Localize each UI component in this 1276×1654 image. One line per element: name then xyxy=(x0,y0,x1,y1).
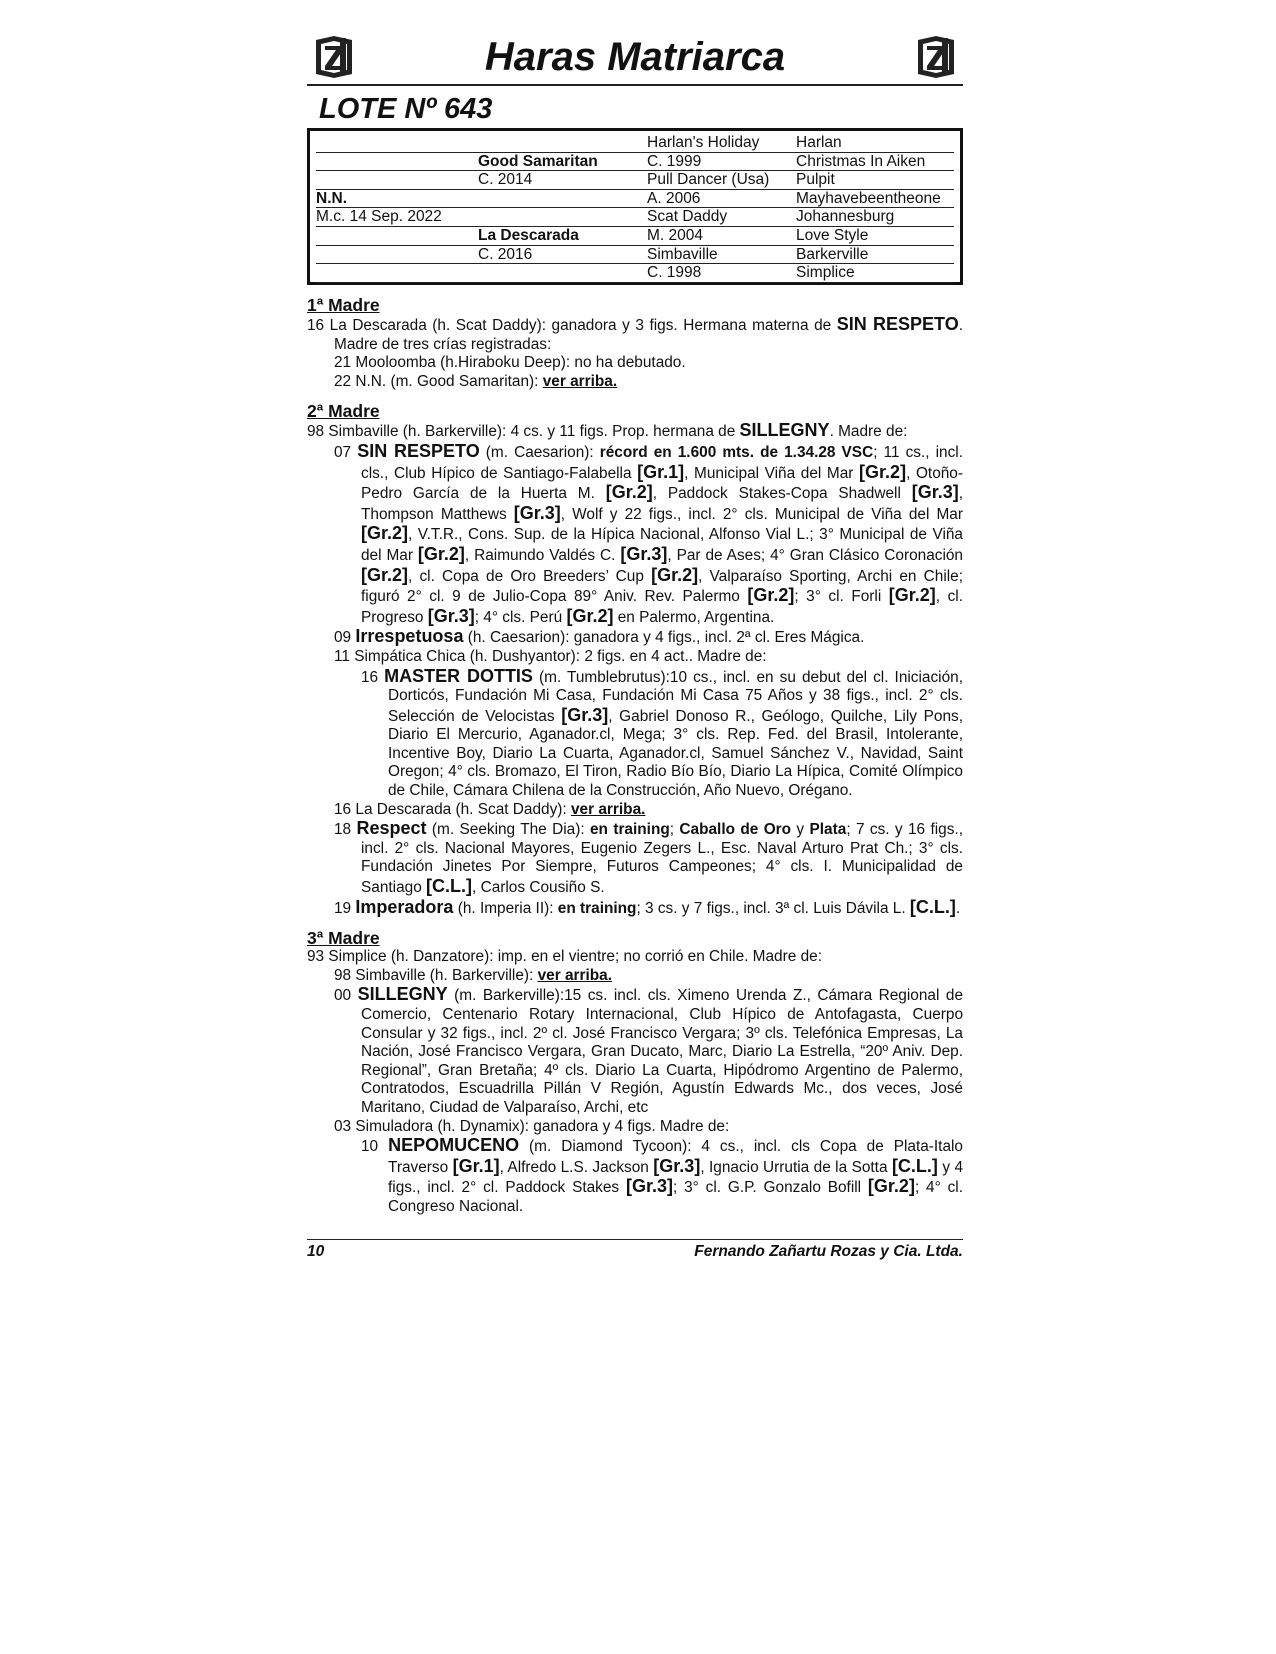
entry-text: 09 xyxy=(334,629,356,647)
entry-text: , Otoño- Pedro García de la Huerta M. xyxy=(361,464,963,503)
pedigree-cell xyxy=(478,264,647,283)
entry-emphasis: [Gr.3] xyxy=(653,1155,701,1176)
pedigree-row xyxy=(316,227,954,246)
entry-emphasis: [Gr.2] xyxy=(417,543,465,564)
entry-text: 03 Simuladora (h. Dynamix): ganadora y 4 figs. Madre de: xyxy=(334,1117,730,1135)
produce-entry xyxy=(307,442,963,627)
entry-text: (m. Seeking The Dia): xyxy=(426,821,590,839)
entry-text: ; 7 cs. y 16 figs., incl. 2° cls. Nacional Mayores, Eugenio Zegers L., Esc. Naval Arturo Prat Ch.; 3° cls. Fundación Jinetes Por Siempre, Futuros Campeones; 4° cls. I. Municipalidad de Santiago xyxy=(361,821,963,897)
entry-text: , Raimundo Valdés C. xyxy=(464,546,621,564)
produce-entry xyxy=(307,985,963,1117)
pedigree-cell xyxy=(478,208,647,227)
produce-entry xyxy=(307,667,963,801)
produce-entry xyxy=(307,354,963,373)
entry-text: , Gabriel Donoso R., Geólogo, Quilche, Lily Pons, Diario El Mercurio, Aganador.cl, Mega; 3° cls. Rep. Fed. del Brasil, Intolerante, Incentive Boy, Diario La Cuarta, Aganador.cl, Samuel Sánchez V., Navidad, Saint Oregon; 4° cls. Bromazo, El Tiron, Radio Bío Bío, Diario La Hípica, Comité Olímpico de Chile, Cámara Chilena de la Construcción, Año Nuevo, Orégano. xyxy=(388,707,963,800)
entry-emphasis: récord en 1.600 mts. de 1.34.28 VSC xyxy=(599,443,874,461)
entry-text: 16 La Descarada (h. Scat Daddy): xyxy=(334,800,571,818)
pedigree-row xyxy=(316,153,954,172)
entry-text: 22 N.N. (m. Good Samaritan): xyxy=(334,372,543,390)
pedigree-cell: Harlan xyxy=(796,134,954,153)
pedigree-cell: Scat Daddy xyxy=(647,208,796,227)
pedigree-cell: Pulpit xyxy=(796,171,954,190)
pedigree-cell: Harlan's Holiday xyxy=(647,134,796,153)
entry-text: , cl. Progreso xyxy=(361,588,963,626)
entry-text: , V.T.R., Cons. Sup. de la Hípica Nacional, Alfonso Vial L.; 3° Municipal de Viña del Mar xyxy=(361,526,963,564)
produce-entry xyxy=(307,819,963,897)
entry-emphasis: [Gr.3] xyxy=(427,605,475,626)
entry-emphasis: NEPOMUCENO xyxy=(388,1135,520,1156)
pedigree-cell xyxy=(316,134,478,153)
entry-emphasis: en training xyxy=(589,821,670,839)
pedigree-cell: Johannesburg xyxy=(796,208,954,227)
entry-emphasis: [C.L.] xyxy=(909,896,956,917)
entry-text: 93 Simplice (h. Danzatore): imp. en el vientre; no corrió en Chile. Madre de: xyxy=(307,948,822,966)
entry-emphasis: SILLEGNY xyxy=(739,420,830,441)
produce-entry xyxy=(307,373,963,392)
entry-text: , Carlos Cousiño S. xyxy=(472,879,605,897)
page xyxy=(307,34,964,1260)
pedigree-cell xyxy=(316,246,478,265)
cross-reference: ver arriba. xyxy=(542,372,618,390)
entry-emphasis: [Gr.3] xyxy=(513,502,561,523)
entry-emphasis: SIN RESPETO xyxy=(357,440,480,461)
entry-text: ; xyxy=(669,821,680,839)
entry-emphasis: [Gr.2] xyxy=(566,605,614,626)
entry-text: , Ignacio Urrutia de la Sotta xyxy=(700,1158,892,1176)
produce-entry xyxy=(307,1118,963,1137)
page-footer xyxy=(307,1239,963,1261)
pedigree-cell: Simbaville xyxy=(647,246,796,265)
produce-entry xyxy=(307,1136,963,1216)
entry-emphasis: Caballo de Oro xyxy=(679,821,792,839)
entry-emphasis: [Gr.3] xyxy=(911,482,959,503)
entry-emphasis: [Gr.1] xyxy=(452,1155,500,1176)
pedigree-cell: C. 2016 xyxy=(478,246,647,265)
entry-text: . Madre de tres crías registradas: xyxy=(334,317,963,353)
produce-entry xyxy=(307,948,963,967)
pedigree-cell xyxy=(316,264,478,283)
cross-reference: ver arriba. xyxy=(570,800,646,818)
dam-section-title: 2ª Madre xyxy=(307,401,380,422)
produce-record xyxy=(307,295,963,1217)
entry-emphasis: Irrespetuosa xyxy=(355,626,464,647)
dam-section-title: 3ª Madre xyxy=(307,928,380,949)
pedigree-cell: Pull Dancer (Usa) xyxy=(647,171,796,190)
entry-text: , Alfredo L.S. Jackson xyxy=(499,1158,654,1176)
pedigree-row xyxy=(316,264,954,283)
page-number: 10 xyxy=(307,1243,325,1260)
entry-text: . xyxy=(955,899,961,917)
entry-emphasis: [Gr.3] xyxy=(561,704,609,725)
entry-text: ; 3° cl. Forli xyxy=(794,588,889,606)
entry-emphasis: Imperadora xyxy=(355,896,454,917)
entry-emphasis: [Gr.1] xyxy=(637,461,685,482)
company-name: Fernando Zañartu Rozas y Cia. Ltda. xyxy=(694,1243,963,1260)
entry-text: ; 4° cl. Congreso Nacional. xyxy=(388,1179,964,1215)
entry-text: 00 xyxy=(334,987,358,1005)
produce-entry xyxy=(307,648,963,667)
pedigree-cell: Simplice xyxy=(796,264,954,283)
pedigree-cell xyxy=(316,171,478,190)
produce-entry xyxy=(307,315,963,354)
entry-text: (m. Tumblebrutus):10 cs., incl. en su debut del cl. Iniciación, Dorticós, Fundación Mi Casa, Fundación Mi Casa 75 Años y 38 figs., incl. 2° cls. Selección de Velocistas xyxy=(388,668,963,725)
entry-emphasis: [Gr.2] xyxy=(651,564,699,585)
entry-emphasis: SILLEGNY xyxy=(357,984,448,1005)
entry-emphasis: Respect xyxy=(356,818,427,839)
entry-emphasis: MASTER DOTTIS xyxy=(384,665,533,686)
pedigree-cell: C. 1998 xyxy=(647,264,796,283)
lot-title: LOTE Nº 643 xyxy=(319,93,493,125)
entry-text: , Thompson Matthews xyxy=(361,485,964,523)
entry-emphasis: [Gr.3] xyxy=(625,1176,673,1197)
produce-entry xyxy=(307,627,963,648)
entry-emphasis: [C.L.] xyxy=(426,876,473,897)
pedigree-cell xyxy=(478,190,647,209)
entry-text: 16 La Descarada (h. Scat Daddy): ganadora y 3 figs. Hermana materna de xyxy=(307,317,837,334)
pedigree-cell: A. 2006 xyxy=(647,190,796,209)
entry-text: 98 Simbaville (h. Barkerville): 4 cs. y 11 figs. Prop. hermana de xyxy=(307,423,740,441)
entry-text: , Wolf y 22 figs., incl. 2° cls. Municipal de Viña del Mar xyxy=(560,505,963,523)
pedigree-cell: M.c. 14 Sep. 2022 xyxy=(316,208,478,227)
pedigree-cell xyxy=(316,227,478,246)
entry-text: . Madre de: xyxy=(829,423,908,441)
entry-text: ; 11 cs., incl. cls., Club Hípico de Santiago-Falabella xyxy=(361,443,963,482)
entry-text: 21 Mooloomba (h.Hiraboku Deep): no ha debutado. xyxy=(334,354,686,372)
pedigree-cell: N.N. xyxy=(316,190,478,209)
entry-emphasis: Plata xyxy=(809,821,847,839)
entry-emphasis: [Gr.3] xyxy=(620,543,668,564)
cross-reference: ver arriba. xyxy=(537,966,613,984)
entry-emphasis: [Gr.2] xyxy=(605,482,653,503)
entry-emphasis: SIN RESPETO xyxy=(836,314,959,334)
entry-text: y 4 figs., incl. 2° cl. Paddock Stakes xyxy=(388,1158,964,1197)
header xyxy=(307,34,963,86)
entry-text: , Paddock Stakes-Copa Shadwell xyxy=(652,485,912,503)
entry-text: , Valparaíso Sporting, Archi en Chile; figuró 2° cl. 9 de Julio-Copa 89° Aniv. Rev. Palermo xyxy=(361,567,964,606)
entry-text: 98 Simbaville (h. Barkerville): xyxy=(334,966,538,984)
pedigree-cell: C. 1999 xyxy=(647,153,796,172)
entry-emphasis: [Gr.2] xyxy=(859,461,907,482)
pedigree-row xyxy=(316,246,954,265)
pedigree-cell xyxy=(478,134,647,153)
entry-text: , cl. Copa de Oro Breeders’ Cup xyxy=(408,567,652,585)
entry-emphasis: [Gr.2] xyxy=(747,585,795,606)
produce-entry xyxy=(307,801,963,820)
pedigree-row xyxy=(316,208,954,227)
entry-emphasis: [Gr.2] xyxy=(888,585,936,606)
pedigree-table xyxy=(307,128,963,285)
produce-entry xyxy=(307,421,963,442)
entry-emphasis: [Gr.2] xyxy=(361,564,409,585)
entry-text: 16 xyxy=(361,668,385,686)
dam-section-title: 1ª Madre xyxy=(307,295,380,315)
entry-emphasis: en training xyxy=(557,899,637,917)
entry-text: en Palermo, Argentina. xyxy=(613,608,775,626)
produce-entry xyxy=(307,898,963,919)
entry-text: ; 3 cs. y 7 figs., incl. 3ª cl. Luis Dávila L. xyxy=(636,899,910,917)
pedigree-cell: M. 2004 xyxy=(647,227,796,246)
pedigree-cell: Good Samaritan xyxy=(478,153,647,172)
produce-entry xyxy=(307,967,963,986)
entry-emphasis: [C.L.] xyxy=(891,1155,938,1176)
entry-text: 10 xyxy=(361,1138,389,1156)
entry-text: ; 3° cl. G.P. Gonzalo Bofill xyxy=(673,1179,868,1197)
pedigree-cell: Mayhavebeentheone xyxy=(796,190,954,209)
brand-logo-icon xyxy=(914,34,958,80)
entry-emphasis: [Gr.2] xyxy=(361,523,409,544)
pedigree-row xyxy=(316,134,954,153)
entry-text: ; 4° cls. Perú xyxy=(474,608,567,626)
entry-text: (h. Imperia II): xyxy=(453,899,558,917)
entry-text: 18 xyxy=(334,821,357,839)
entry-text: 11 Simpática Chica (h. Dushyantor): 2 figs. en 4 act.. Madre de: xyxy=(334,647,767,665)
pedigree-cell: Barkerville xyxy=(796,246,954,265)
entry-text: (m. Caesarion): xyxy=(479,443,600,461)
pedigree-cell: Christmas In Aiken xyxy=(796,153,954,172)
entry-text: (h. Caesarion): ganadora y 4 figs., incl. 2ª cl. Eres Mágica. xyxy=(463,629,865,647)
pedigree-cell: C. 2014 xyxy=(478,171,647,190)
pedigree-cell: Love Style xyxy=(796,227,954,246)
pedigree-row xyxy=(316,190,954,209)
entry-text: 07 xyxy=(334,443,358,461)
pedigree-cell xyxy=(316,153,478,172)
header-title: Haras Matriarca xyxy=(484,35,786,79)
entry-emphasis: [Gr.2] xyxy=(867,1176,915,1197)
pedigree-row xyxy=(316,171,954,190)
entry-text: , Par de Ases; 4° Gran Clásico Coronación xyxy=(667,546,963,564)
entry-text: , Municipal Viña del Mar xyxy=(684,464,860,482)
entry-text: (m. Diamond Tycoon): 4 cs., incl. cls Copa de Plata-Italo Traverso xyxy=(388,1138,963,1176)
entry-text: (m. Barkerville):15 cs. incl. cls. Ximeno Urenda Z., Cámara Regional de Comercio, Centenario Rotary Internacional, Club Hípico de Antofagasta, Cuerpo Consular y 32 figs., incl. 2º cl. José Francisco Vergara; 3º cls. Telefónica Empresas, La Nación, José Francisco Vergara, Gran Ducato, Marc, Diario La Estrella, “20º Aniv. Dep. Regional”, Gran Bretaña; 4º cls. Diario La Cuarta, Hipódromo Argentino de Palermo, Contratodos, Escuadrilla Pillán V Región, Agustín Edwards Mc., dos veces, José Maritano, Ciudad de Valparaíso, Archi, etc xyxy=(361,987,963,1116)
entry-text: y xyxy=(791,821,810,839)
pedigree-cell: La Descarada xyxy=(478,227,647,246)
entry-text: 19 xyxy=(334,899,356,917)
